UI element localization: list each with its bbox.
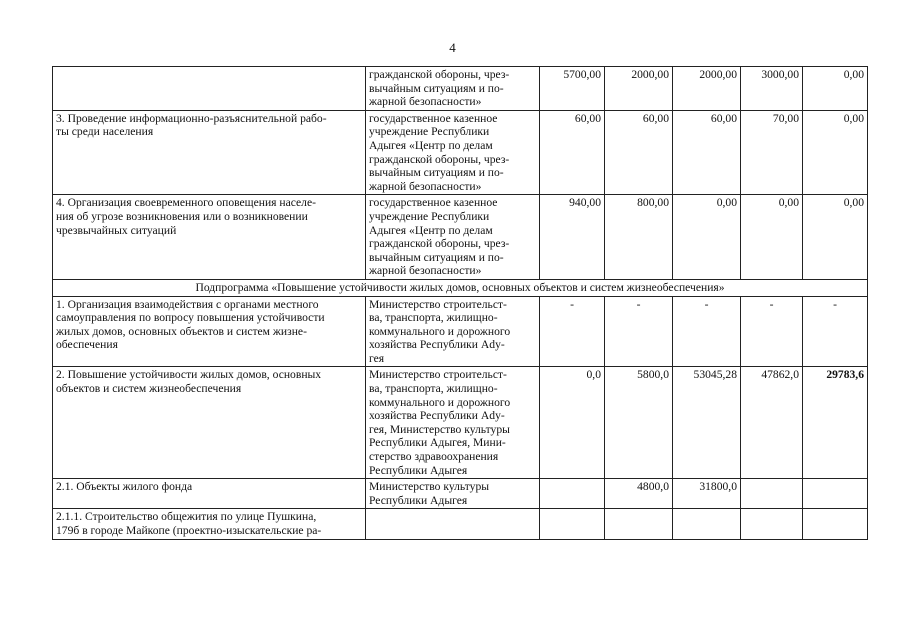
value-cell: 31800,0 (673, 479, 741, 509)
text-line: чрезвычайных ситуаций (56, 223, 177, 237)
text-line: 2.1.1. Строительство общежития по улице Пушкина, (56, 510, 317, 524)
text-line: ва, транспорта, жилищно- (369, 311, 498, 325)
value-cell: 5700,00 (540, 67, 605, 111)
value-cell: 2000,00 (605, 67, 673, 111)
text-line: Министерство культуры (369, 480, 490, 494)
value-cell: 2000,00 (673, 67, 741, 111)
program-table (52, 66, 868, 540)
value-cell: - (540, 296, 605, 367)
subprogram-title: Подпрограмма «Повышение устойчивости жилых домов, основных объектов и систем жизнеобеспечения» (53, 279, 868, 296)
table-row (53, 367, 868, 479)
table-row (53, 195, 868, 280)
value-cell: 800,00 (605, 195, 673, 280)
table-row (53, 509, 868, 539)
text-line: вычайным ситуациям и по- (369, 166, 504, 180)
activity-name-cell (53, 367, 366, 479)
text-line: Республики Адыгея (369, 463, 468, 477)
text-line: коммунального и дорожного (369, 395, 511, 409)
text-line: коммунального и дорожного (369, 324, 511, 338)
value-cell (605, 509, 673, 539)
activity-name-cell (53, 110, 366, 195)
text-line: 2.1. Объекты жилого фонда (56, 480, 193, 494)
text-line: ты среди населения (56, 125, 154, 139)
text-line: учреждение Республики (369, 125, 490, 139)
value-cell: - (741, 296, 803, 367)
value-cell (540, 479, 605, 509)
text-line: объектов и систем жизнеобеспечения (56, 382, 242, 396)
value-cell: 0,00 (803, 195, 868, 280)
executor-cell (366, 67, 540, 111)
value-cell: 53045,28 (673, 367, 741, 479)
value-cell: 70,00 (741, 110, 803, 195)
value-cell (803, 509, 868, 539)
text-line: жилых домов, основных объектов и систем жизне- (56, 324, 307, 338)
text-line: вычайным ситуациям и по- (369, 81, 504, 95)
value-cell: 29783,6 (803, 367, 868, 479)
executor-cell (366, 195, 540, 280)
value-cell: 60,00 (540, 110, 605, 195)
text-line: хозяйства Республики Ady- (369, 409, 505, 423)
text-line: вычайным ситуациям и по- (369, 250, 504, 264)
executor-cell (366, 367, 540, 479)
value-cell: 0,0 (540, 367, 605, 479)
table-row (53, 110, 868, 195)
text-line: государственное казенное (369, 196, 498, 210)
subprogram-row (53, 279, 868, 296)
text-line: хозяйства Республики Ady- (369, 338, 505, 352)
text-line: гражданской обороны, чрез- (369, 152, 510, 166)
text-line: Министерство строительст- (369, 297, 507, 311)
table-row (53, 296, 868, 367)
value-cell: - (803, 296, 868, 367)
value-cell: - (673, 296, 741, 367)
executor-cell (366, 110, 540, 195)
value-cell: 60,00 (605, 110, 673, 195)
text-line: 4. Организация своевременного оповещения населе- (56, 196, 316, 210)
table-row (53, 479, 868, 509)
text-line: гражданской обороны, чрез- (369, 237, 510, 251)
text-line: ва, транспорта, жилищно- (369, 382, 498, 396)
value-cell: 0,00 (673, 195, 741, 280)
text-line: гея, Министерство культуры (369, 422, 510, 436)
executor-cell (366, 479, 540, 509)
text-line: обеспечения (56, 338, 118, 352)
value-cell: 0,00 (741, 195, 803, 280)
text-line: гражданской обороны, чрез- (369, 68, 510, 81)
executor-cell (366, 296, 540, 367)
value-cell: - (605, 296, 673, 367)
text-line: учреждение Республики (369, 209, 490, 223)
text-line: жарной безопасности» (369, 179, 482, 193)
value-cell: 5800,0 (605, 367, 673, 479)
text-line: Адыгея «Центр по делам (369, 223, 493, 237)
text-line: Министерство строительст- (369, 368, 507, 382)
activity-name-cell (53, 195, 366, 280)
text-line: 2. Повышение устойчивости жилых домов, основных (56, 368, 322, 382)
text-line: государственное казенное (369, 111, 498, 125)
page-number: 4 (449, 40, 456, 55)
value-cell (741, 479, 803, 509)
text-line: 179б в городе Майкопе (проектно-изыскательские ра- (56, 524, 322, 537)
text-line: жарной безопасности» (369, 95, 482, 109)
text-line: гея (369, 351, 385, 365)
value-cell (540, 509, 605, 539)
value-cell (803, 479, 868, 509)
value-cell: 60,00 (673, 110, 741, 195)
text-line: 3. Проведение информационно-разъяснительной рабо- (56, 111, 327, 125)
value-cell: 0,00 (803, 67, 868, 111)
activity-name-cell (53, 479, 366, 509)
activity-name-cell (53, 67, 366, 111)
text-line: Адыгея «Центр по делам (369, 138, 493, 152)
executor-cell (366, 509, 540, 539)
value-cell: 47862,0 (741, 367, 803, 479)
value-cell: 0,00 (803, 110, 868, 195)
table-row (53, 67, 868, 111)
activity-name-cell (53, 509, 366, 539)
value-cell: 3000,00 (741, 67, 803, 111)
text-line: Республики Адыгея, Мини- (369, 436, 506, 450)
text-line: стерство здравоохранения (369, 450, 499, 464)
text-line: самоуправления по вопросу повышения устойчивости (56, 311, 325, 325)
value-cell (741, 509, 803, 539)
value-cell: 4800,0 (605, 479, 673, 509)
value-cell: 940,00 (540, 195, 605, 280)
text-line: 1. Организация взаимодействия с органами местного (56, 297, 319, 311)
value-cell (673, 509, 741, 539)
text-line: жарной безопасности» (369, 264, 482, 278)
text-line: Республики Адыгея (369, 493, 468, 507)
text-line: ния об угрозе возникновения или о возникновении (56, 209, 308, 223)
activity-name-cell (53, 296, 366, 367)
